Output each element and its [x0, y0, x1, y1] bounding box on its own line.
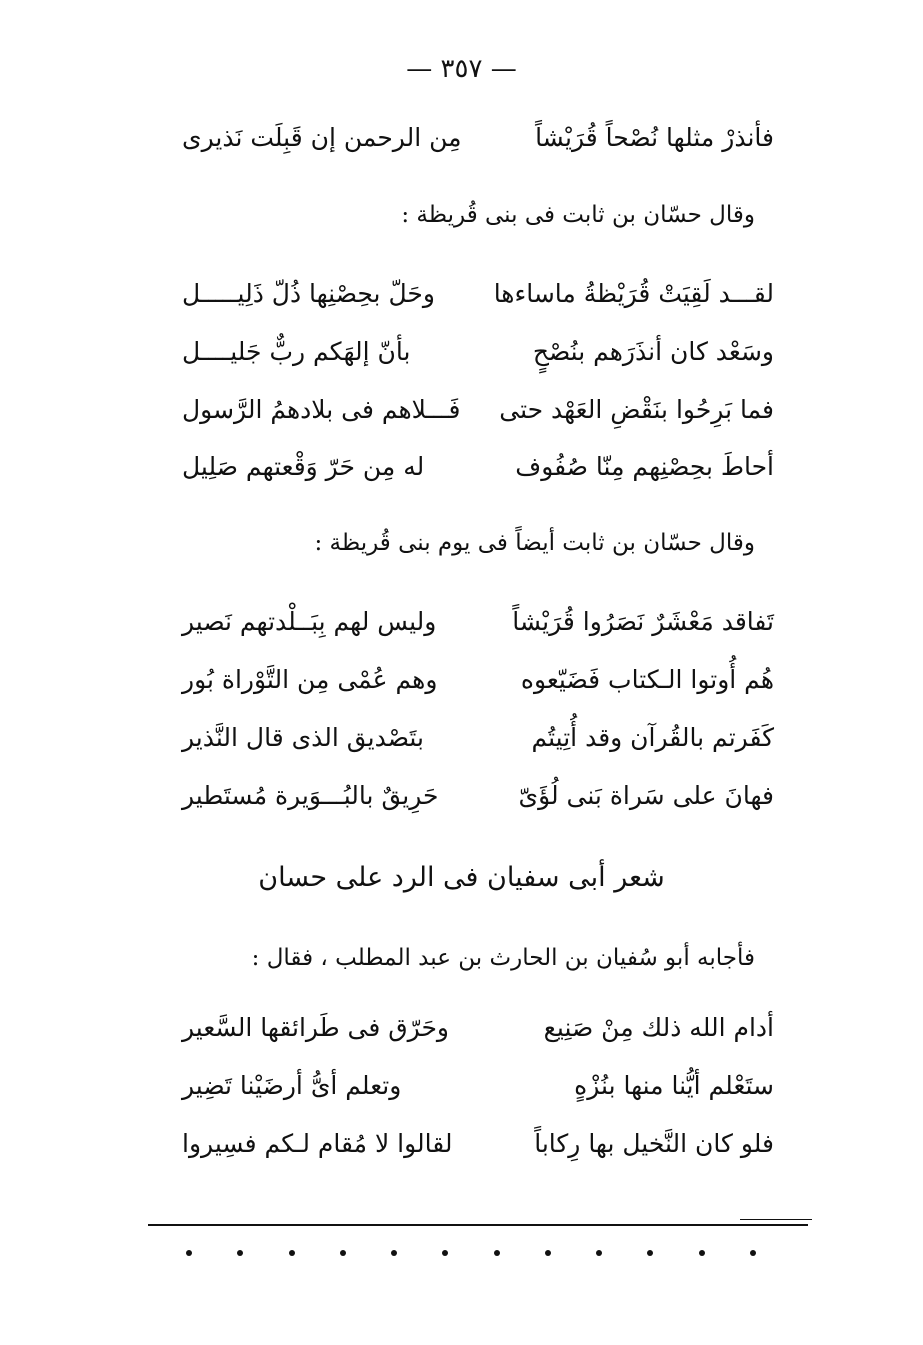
- verse-second-hemistich: لقالوا لا مُقام لـكم فسِيروا: [182, 1128, 453, 1158]
- verse-first-hemistich: فهانَ على سَراة بَنى لُؤَىّ: [518, 780, 774, 810]
- verse-first-hemistich: أدام الله ذلك مِنْ صَنِيع: [543, 1012, 774, 1042]
- prose-introduction: وقال حسّان بن ثابت فى بنى قُريظة :: [401, 202, 755, 228]
- dot-ornament: [442, 1250, 448, 1256]
- divider: [740, 1219, 812, 1220]
- verse-second-hemistich: وحَرّق فى طَرائقها السَّعير: [182, 1012, 449, 1042]
- verse-line: [182, 1002, 774, 1052]
- dot-ornament: [545, 1250, 551, 1256]
- verse-first-hemistich: فلو كان النَّخيل بها رِكاباً: [534, 1128, 774, 1158]
- verse-line: [182, 112, 774, 162]
- page-number: — ٣٥٧ —: [406, 54, 517, 84]
- dot-ornament: [340, 1250, 346, 1256]
- dot-ornament: [494, 1250, 500, 1256]
- section-heading: شعر أبى سفيان فى الرد على حسان: [258, 862, 665, 893]
- dot-ornament-row: [186, 1250, 756, 1264]
- verse-line: [182, 1118, 774, 1168]
- verse-line: [182, 596, 774, 646]
- verse-first-hemistich: فأنذرْ مثلها نُصْحاً قُرَيْشاً: [535, 122, 774, 152]
- prose-introduction: فأجابه أبو سُفيان بن الحارث بن عبد المطلب ، فقال :: [251, 945, 755, 971]
- verse-line: [182, 712, 774, 762]
- verse-line: [182, 1060, 774, 1110]
- verse-first-hemistich: كَفَرتم بالقُرآن وقد أُتِيتُم: [531, 722, 774, 752]
- verse-first-hemistich: فما بَرِحُوا بنَقْضِ العَهْد حتى: [499, 394, 774, 424]
- dot-ornament: [186, 1250, 192, 1256]
- verse-second-hemistich: وهم عُمْى مِن التَّوْراة بُور: [182, 664, 438, 694]
- prose-introduction: وقال حسّان بن ثابت أيضاً فى يوم بنى قُريظة :: [314, 530, 755, 556]
- dot-ornament: [237, 1250, 243, 1256]
- verse-second-hemistich: وليس لهم بِبَــلْدتهم نَصير: [182, 606, 437, 636]
- verse-first-hemistich: هُم أُوتوا الـكتاب فَضَيّعوه: [520, 664, 774, 694]
- verse-second-hemistich: حَرِيقٌ بالبُـــوَيرة مُستَطير: [182, 780, 439, 810]
- verse-line: [182, 654, 774, 704]
- dot-ornament: [647, 1250, 653, 1256]
- verse-line: [182, 268, 774, 318]
- verse-line: [182, 326, 774, 376]
- divider: [148, 1224, 808, 1226]
- verse-line: [182, 441, 774, 491]
- dot-ornament: [750, 1250, 756, 1256]
- verse-second-hemistich: وتعلم أىُّ أرضَيْنا تَضِير: [182, 1070, 402, 1100]
- verse-first-hemistich: وسَعْد كان أنذَرَهم بنُصْحٍ: [532, 336, 774, 366]
- verse-first-hemistich: تَفاقد مَعْشَرٌ نَصَرُوا قُرَيْشاً: [512, 606, 774, 636]
- dot-ornament: [699, 1250, 705, 1256]
- verse-second-hemistich: وحَلّ بحِصْنِها ذُلّ ذَلِيـــــل: [182, 278, 435, 308]
- verse-first-hemistich: أحاطَ بحِصْنِهم مِنّا صُفُوف: [515, 451, 774, 481]
- verse-line: [182, 384, 774, 434]
- dot-ornament: [596, 1250, 602, 1256]
- verse-second-hemistich: له مِن حَرّ وَقْعتهم صَلِيل: [182, 451, 425, 481]
- verse-second-hemistich: بتَصْديق الذى قال النَّذير: [182, 722, 424, 752]
- dot-ornament: [391, 1250, 397, 1256]
- verse-line: [182, 770, 774, 820]
- verse-first-hemistich: لقـــد لَقِيَتْ قُرَيْظةُ ماساءها: [493, 278, 774, 308]
- verse-second-hemistich: فَـــلاهم فى بلادهمُ الرَّسول: [182, 394, 461, 424]
- verse-first-hemistich: ستَعْلم أيُّنا منها بنُزْهٍ: [574, 1070, 774, 1100]
- dot-ornament: [289, 1250, 295, 1256]
- verse-second-hemistich: مِن الرحمن إن قَبِلَت نَذيرى: [182, 122, 462, 152]
- verse-second-hemistich: بأنّ إلهَكم ربٌّ جَليــــل: [182, 336, 411, 366]
